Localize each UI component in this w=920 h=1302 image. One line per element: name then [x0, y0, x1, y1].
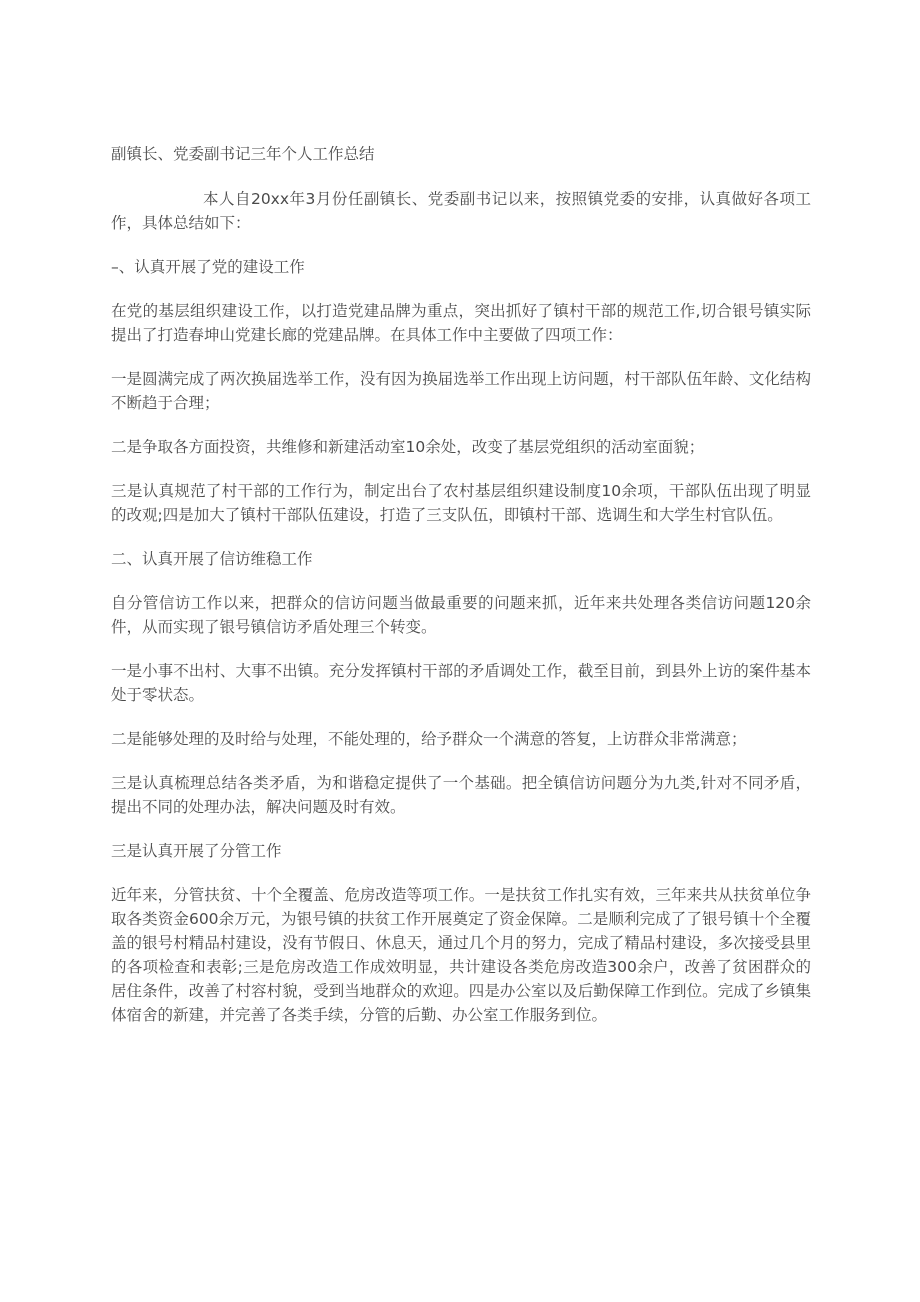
section-1-paragraph-2: 一是圆满完成了两次换届选举工作，没有因为换届选举工作出现上访问题，村干部队伍年龄、文化结构不断趋于合理；	[111, 370, 811, 412]
section-2-paragraph-3: 二是能够处理的及时给与处理，不能处理的，给予群众一个满意的答复，上访群众非常满意；	[111, 730, 747, 748]
section-2-heading: 二、认真开展了信访维稳工作	[111, 550, 313, 568]
section-2-paragraph-1: 自分管信访工作以来，把群众的信访问题当做最重要的问题来抓，近年来共处理各类信访问题120余件，从而实现了银号镇信访矛盾处理三个转变。	[111, 594, 811, 636]
section-1-paragraph-3: 二是争取各方面投资，共维修和新建活动室10余处，改变了基层党组织的活动室面貌；	[111, 438, 705, 456]
section-2-paragraph-4: 三是认真梳理总结各类矛盾，为和谐稳定提供了一个基础。把全镇信访问题分为九类,针对不同矛盾，提出不同的处理办法，解决问题及时有效。	[111, 774, 811, 816]
document-body	[111, 142, 811, 1047]
section-1-paragraph-1: 在党的基层组织建设工作，以打造党建品牌为重点，突出抓好了镇村干部的规范工作,切合银号镇实际提出了打造春坤山党建长廊的党建品牌。在具体工作中主要做了四项工作：	[111, 302, 811, 344]
section-1-paragraph-4: 三是认真规范了村干部的工作行为，制定出台了农村基层组织建设制度10余项，干部队伍出现了明显的改观;四是加大了镇村干部队伍建设，打造了三支队伍，即镇村干部、选调生和大学生村官队伍。	[111, 482, 811, 524]
section-2-paragraph-2: 一是小事不出村、大事不出镇。充分发挥镇村干部的矛盾调处工作，截至目前，到县外上访的案件基本处于零状态。	[111, 662, 811, 704]
intro-paragraph: 本人自20xx年3月份任副镇长、党委副书记以来，按照镇党委的安排，认真做好各项工作，具体总结如下：	[111, 190, 811, 232]
document-title: 副镇长、党委副书记三年个人工作总结	[111, 145, 375, 163]
section-1-heading: –、认真开展了党的建设工作	[111, 258, 305, 276]
section-3-heading: 三是认真开展了分管工作	[111, 842, 282, 860]
section-3-paragraph-1: 近年来，分管扶贫、十个全覆盖、危房改造等项工作。一是扶贫工作扎实有效，三年来共从扶贫单位争取各类资金600余万元，为银号镇的扶贫工作开展奠定了资金保障。二是顺利完成了了银号镇十个全覆盖的银号村精品村建设，没有节假日、休息天，通过几个月的努力，完成了精品村建设，多次接受县里的各项检查和表彰;三是危房改造工作成效明显，共计建设各类危房改造300余户，改善了贫困群众的居住条件，改善了村容村貌，受到当地群众的欢迎。四是办公室以及后勤保障工作到位。完成了乡镇集体宿舍的新建，并完善了各类手续，分管的后勤、办公室工作服务到位。	[111, 886, 811, 1024]
